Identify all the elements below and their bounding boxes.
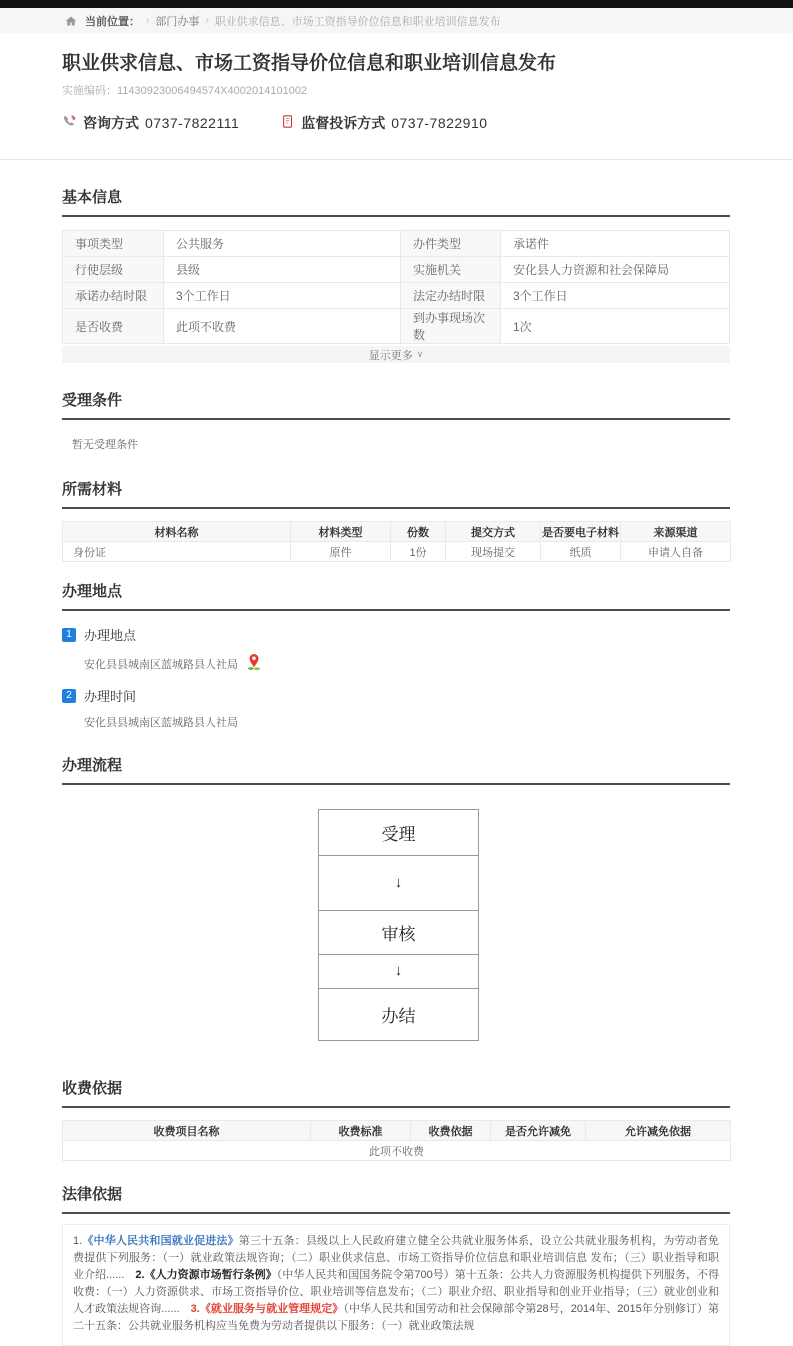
section-title-legal: 法律依据 — [62, 1183, 730, 1214]
info-label: 到办事现场次数 — [401, 309, 501, 344]
section-process — [62, 754, 730, 1041]
column-header: 来源渠道 — [621, 522, 731, 542]
section-materials — [62, 478, 730, 562]
breadcrumb-item-department[interactable]: 部门办事 — [155, 15, 200, 28]
legal-link-employment-service-rules[interactable]: 3.《就业服务与就业管理规定》 — [190, 1303, 344, 1315]
column-header: 允许减免依据 — [586, 1121, 731, 1141]
section-title-materials: 所需材料 — [62, 478, 730, 509]
material-source: 申请人自备 — [621, 542, 731, 562]
section-title-location: 办理地点 — [62, 580, 730, 611]
section-title-process: 办理流程 — [62, 754, 730, 785]
fees-table — [62, 1120, 731, 1161]
materials-table — [62, 521, 731, 562]
column-header: 份数 — [391, 522, 446, 542]
info-label: 实施机关 — [401, 257, 501, 283]
number-badge: 1 — [62, 628, 76, 642]
legal-text: （中华人民共和国国务院令第700号）第十五条：公共人力资源服务机构提供下列服务，不得 收费：（一）人力资源供求、市场工资指导价位、职业培训等信息发布；（二）职业介绍、职业指导和创业开业指导；（三）就业创业和人才政策法规咨询...... — [73, 1269, 719, 1315]
section-basic-info — [62, 186, 730, 363]
legal-text: 1. — [73, 1235, 83, 1247]
process-flowchart — [318, 809, 479, 1041]
flow-step-review: 审核 — [318, 910, 479, 955]
flow-step-complete: 办结 — [318, 988, 479, 1041]
table-header-row — [63, 1121, 731, 1141]
info-value: 此项不收费 — [164, 309, 401, 344]
table-row — [63, 542, 731, 562]
breadcrumb-item-current: 职业供求信息、市场工资指导价位信息和职业培训信息发布 — [214, 15, 501, 28]
legal-link-hr-market-regulations[interactable]: 2.《人力资源市场暂行条例》 — [135, 1269, 277, 1281]
table-row — [63, 257, 730, 283]
legal-basis-text — [62, 1224, 730, 1346]
page-header — [0, 33, 793, 160]
info-label: 事项类型 — [63, 231, 164, 257]
implementation-code-label: 实施编码： — [62, 85, 117, 97]
top-black-bar — [0, 0, 793, 8]
map-pin-icon[interactable] — [246, 653, 262, 674]
table-row — [63, 283, 730, 309]
column-header: 是否允许减免 — [491, 1121, 586, 1141]
legal-text: 第三十五条：县级以上人民政府建立健全公共就业服务体系，设立公共就业服务机构，为劳动者免费提供下列服务：（一）就业政策法规咨询；（二）职业供求信息、市场工资指导价位信息和职业培训信息 发布；（三）职业指导和职业介绍...... — [73, 1235, 720, 1281]
column-header: 材料类型 — [291, 522, 391, 542]
complaint-icon — [281, 114, 295, 132]
table-row — [63, 231, 730, 257]
consult-phone-number: 0737-7822111 — [145, 115, 240, 131]
info-value: 县级 — [164, 257, 401, 283]
info-value: 3个工作日 — [501, 283, 730, 309]
info-value: 1次 — [501, 309, 730, 344]
down-arrow-icon: ↓ — [318, 855, 479, 911]
section-legal — [62, 1183, 730, 1346]
chevron-down-icon: ∨ — [416, 349, 424, 359]
show-more-label: 显示更多 — [368, 349, 413, 362]
legal-link-employment-promotion-law[interactable]: 《中华人民共和国就业促进法》 — [82, 1235, 239, 1247]
column-header: 材料名称 — [63, 522, 291, 542]
breadcrumb-separator: › — [205, 15, 209, 26]
column-header: 收费依据 — [411, 1121, 491, 1141]
info-label: 行使层级 — [63, 257, 164, 283]
list-item — [62, 686, 730, 705]
location-address-text: 安化县县城南区蓝城路县人社局 — [84, 658, 238, 671]
info-label: 承诺办结时限 — [63, 283, 164, 309]
complaint-label: 监督投诉方式 — [301, 115, 386, 131]
section-fees — [62, 1077, 730, 1161]
section-accept-conditions — [62, 389, 730, 452]
info-label: 法定办结时限 — [401, 283, 501, 309]
column-header: 提交方式 — [446, 522, 541, 542]
location-time-text: 安化县县城南区蓝城路县人社局 — [84, 717, 238, 729]
list-item — [62, 625, 730, 644]
info-value: 承诺件 — [501, 231, 730, 257]
location-time-value — [84, 714, 730, 730]
consult-phone-group — [62, 113, 239, 133]
info-value: 安化县人力资源和社会保障局 — [501, 257, 730, 283]
section-title-basic-info: 基本信息 — [62, 186, 730, 217]
basic-info-table — [62, 230, 730, 344]
material-name: 身份证 — [63, 542, 291, 562]
info-label: 办件类型 — [401, 231, 501, 257]
location-label: 办理地点 — [84, 628, 137, 643]
breadcrumb-label: 当前位置： — [85, 15, 140, 28]
accept-conditions-text: 暂无受理条件 — [72, 439, 138, 451]
breadcrumb-separator: › — [146, 15, 150, 26]
material-type: 原件 — [291, 542, 391, 562]
phone-icon — [62, 114, 77, 132]
consult-label: 咨询方式 — [83, 115, 139, 131]
section-title-fees: 收费依据 — [62, 1077, 730, 1108]
table-row — [63, 309, 730, 344]
material-submit-method: 现场提交 — [446, 542, 541, 562]
home-icon[interactable] — [65, 15, 77, 27]
table-row — [63, 1141, 731, 1161]
flow-step-accept: 受理 — [318, 809, 479, 856]
page-title: 职业供求信息、市场工资指导价位信息和职业培训信息发布 — [62, 53, 557, 74]
down-arrow-icon: ↓ — [318, 954, 479, 989]
implementation-code-value: 11430923006494574X4002014101002 — [117, 85, 308, 97]
implementation-code — [62, 82, 730, 98]
location-time-label: 办理时间 — [84, 689, 137, 704]
location-address — [84, 653, 730, 674]
section-location — [62, 580, 730, 730]
info-value: 3个工作日 — [164, 283, 401, 309]
info-label: 是否收费 — [63, 309, 164, 344]
section-title-accept-conditions: 受理条件 — [62, 389, 730, 420]
material-copies: 1份 — [391, 542, 446, 562]
column-header: 收费标准 — [311, 1121, 411, 1141]
column-header: 收费项目名称 — [63, 1121, 311, 1141]
number-badge: 2 — [62, 689, 76, 703]
column-header: 是否要电子材料 — [541, 522, 621, 542]
show-more-button[interactable] — [62, 346, 730, 363]
material-electronic: 纸质 — [541, 542, 621, 562]
legal-text: （中华人民共和国劳动和社会保障部令第28号，2014年、2015年分别修订）第二十五条：公共就业服务机构应当免费为劳动者提供以下服务：（一）就业政策法规 — [73, 1303, 719, 1332]
breadcrumb — [0, 8, 793, 33]
table-header-row — [63, 522, 731, 542]
complaint-phone-group — [281, 113, 487, 133]
complaint-phone-number: 0737-7822910 — [391, 115, 488, 131]
info-value: 公共服务 — [164, 231, 401, 257]
fees-empty-text: 此项不收费 — [63, 1141, 731, 1161]
